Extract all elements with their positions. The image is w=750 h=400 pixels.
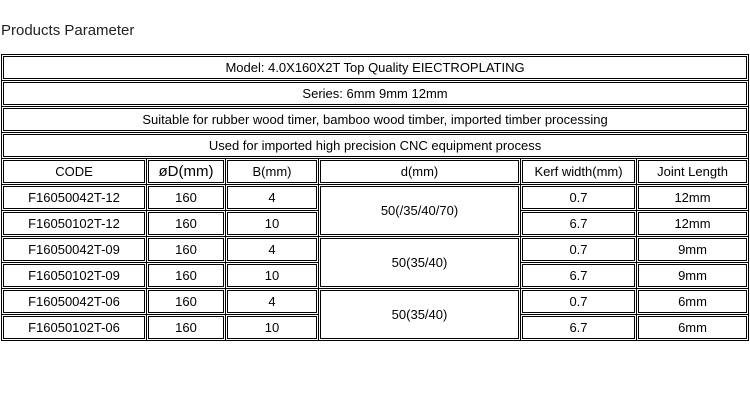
cell-d: 50(35/40) — [319, 289, 521, 341]
header-code: CODE — [2, 159, 147, 185]
series-row: Series: 6mm 9mm 12mm — [2, 81, 749, 107]
header-diameter: øD(mm) — [147, 159, 226, 185]
cell-diameter: 160 — [147, 263, 226, 289]
table-row — [2, 185, 749, 211]
cell-diameter: 160 — [147, 289, 226, 315]
cell-joint: 6mm — [637, 289, 749, 315]
table-row — [2, 237, 749, 263]
cell-joint: 12mm — [637, 211, 749, 237]
header-joint: Joint Length — [637, 159, 749, 185]
cell-code: F16050042T-06 — [2, 289, 147, 315]
cell-d: 50(35/40) — [319, 237, 521, 289]
cell-diameter: 160 — [147, 237, 226, 263]
cell-code: F16050102T-09 — [2, 263, 147, 289]
cell-bore: 10 — [226, 315, 319, 341]
cell-code: F16050102T-06 — [2, 315, 147, 341]
cell-diameter: 160 — [147, 185, 226, 211]
cell-kerf: 0.7 — [521, 185, 637, 211]
suitable-row: Suitable for rubber wood timer, bamboo wood timber, imported timber processing — [2, 107, 749, 133]
header-bore: B(mm) — [226, 159, 319, 185]
header-kerf: Kerf width(mm) — [521, 159, 637, 185]
cell-diameter: 160 — [147, 211, 226, 237]
cell-joint: 9mm — [637, 237, 749, 263]
column-header-row — [2, 159, 749, 185]
cell-bore: 4 — [226, 237, 319, 263]
cell-code: F16050042T-12 — [2, 185, 147, 211]
header-d: d(mm) — [319, 159, 521, 185]
cell-joint: 9mm — [637, 263, 749, 289]
cell-kerf: 6.7 — [521, 211, 637, 237]
cell-d: 50(/35/40/70) — [319, 185, 521, 237]
cell-kerf: 0.7 — [521, 289, 637, 315]
cell-bore: 10 — [226, 263, 319, 289]
cell-bore: 4 — [226, 185, 319, 211]
cell-kerf: 6.7 — [521, 315, 637, 341]
cell-joint: 6mm — [637, 315, 749, 341]
cell-kerf: 6.7 — [521, 263, 637, 289]
cell-bore: 4 — [226, 289, 319, 315]
cell-code: F16050102T-12 — [2, 211, 147, 237]
usage-row: Used for imported high precision CNC equipment process — [2, 133, 749, 159]
cell-diameter: 160 — [147, 315, 226, 341]
cell-kerf: 0.7 — [521, 237, 637, 263]
cell-bore: 10 — [226, 211, 319, 237]
page-title: Products Parameter — [1, 22, 135, 39]
product-parameter-table — [1, 54, 749, 341]
model-row: Model: 4.0X160X2T Top Quality EIECTROPLATING — [2, 55, 749, 81]
cell-code: F16050042T-09 — [2, 237, 147, 263]
cell-joint: 12mm — [637, 185, 749, 211]
table-row — [2, 289, 749, 315]
